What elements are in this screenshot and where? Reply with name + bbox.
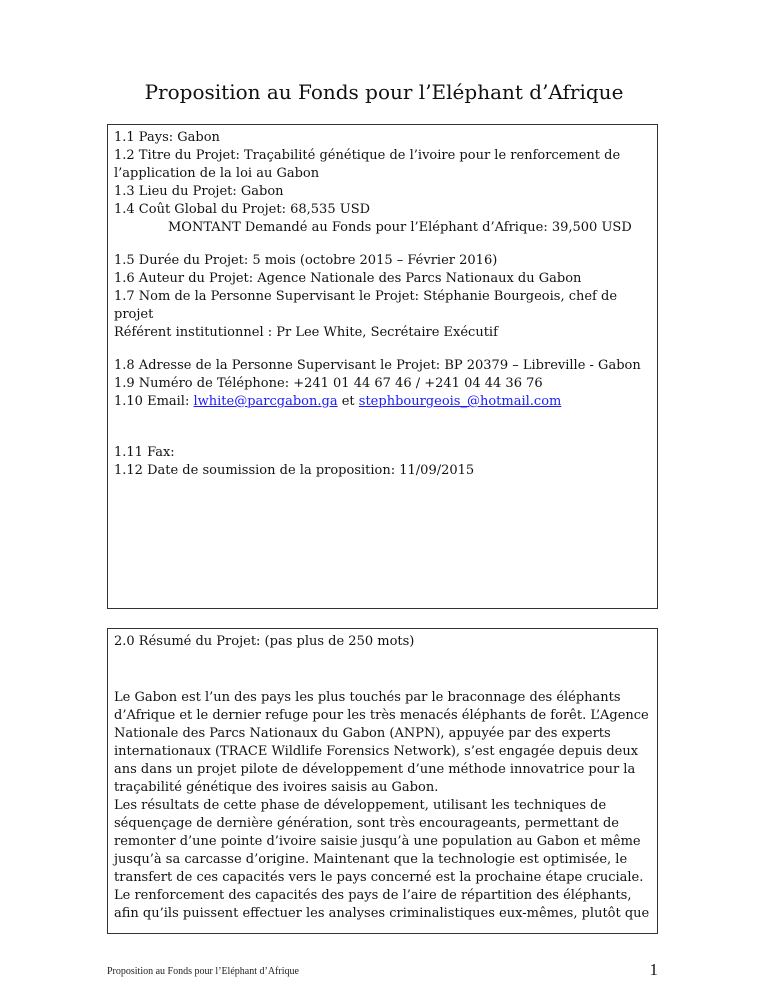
email-label: 1.10 Email: bbox=[114, 394, 194, 409]
field-requested-amount: MONTANT Demandé au Fonds pour l’Eléphant d’Afrique: 39,500 USD bbox=[168, 220, 632, 235]
summary-heading: 2.0 Résumé du Projet: (pas plus de 250 mots) bbox=[114, 634, 415, 649]
field-total-cost: 1.4 Coût Global du Projet: 68,535 USD bbox=[114, 202, 371, 217]
field-address: 1.8 Adresse de la Personne Supervisant le Projet: BP 20379 – Libreville - Gabon bbox=[114, 358, 641, 373]
field-institutional-referent: Référent institutionnel : Pr Lee White, Secrétaire Exécutif bbox=[114, 325, 498, 340]
field-project-title: 1.2 Titre du Projet: Traçabilité génétique de l’ivoire pour le renforcement de l’application de la loi au Gabon bbox=[114, 148, 621, 181]
email-and: et bbox=[337, 394, 359, 409]
field-country: 1.1 Pays: Gabon bbox=[114, 130, 220, 145]
page-title: Proposition au Fonds pour l’Eléphant d’Afrique bbox=[144, 80, 624, 104]
field-fax: 1.11 Fax: bbox=[114, 445, 175, 460]
field-submission-date: 1.12 Date de soumission de la proposition: 11/09/2015 bbox=[114, 463, 475, 478]
project-info-box bbox=[107, 124, 658, 609]
field-duration: 1.5 Durée du Projet: 5 mois (octobre 2015 – Février 2016) bbox=[114, 253, 498, 268]
email-link-lwhite[interactable]: lwhite@parcgabon.ga bbox=[193, 394, 338, 409]
project-summary-box bbox=[107, 628, 658, 934]
page-number: 1 bbox=[649, 960, 658, 979]
field-email bbox=[114, 393, 651, 411]
footer-text: Proposition au Fonds pour l’Eléphant d’Afrique bbox=[107, 966, 299, 977]
field-author: 1.6 Auteur du Projet: Agence Nationale des Parcs Nationaux du Gabon bbox=[114, 271, 582, 286]
email-link-stephbourgeois[interactable]: stephbourgeois_@hotmail.com bbox=[358, 394, 562, 409]
field-cost bbox=[114, 201, 651, 237]
field-phone: 1.9 Numéro de Téléphone: +241 01 44 67 46 / +241 04 44 36 76 bbox=[114, 376, 543, 391]
summary-paragraph-2: Les résultats de cette phase de développement, utilisant les techniques de séquençage de dernière génération, sont très encourageants, permettant de remonter d’une pointe d’ivoire saisie jusqu’à une population au Gabon et même jusqu’à sa carcasse d’origine. Maintenant que la technologie est optimisée, le transfert de ces capacités vers le pays concerné est la prochaine étape cruciale. Le renforcement des capacités des pays de l’aire de répartition des éléphants, afin qu’ils puissent effectuer les analyses criminalistiques eux-mêmes, plutôt que bbox=[114, 798, 650, 921]
field-supervisor bbox=[114, 288, 651, 342]
field-project-location: 1.3 Lieu du Projet: Gabon bbox=[114, 184, 284, 199]
field-supervisor-name: 1.7 Nom de la Personne Supervisant le Projet: Stéphanie Bourgeois, chef de projet bbox=[114, 289, 618, 322]
summary-paragraph-1: Le Gabon est l’un des pays les plus touchés par le braconnage des éléphants d’Afrique et le dernier refuge pour les très menacés éléphants de forêt. L’Agence Nationale des Parcs Nationaux du Gabon (ANPN), appuyée par des experts internationaux (TRACE Wildlife Forensics Network), s’est engagée depuis deux ans dans un projet pilote de développement d’une méthode innovatrice pour la traçabilité génétique des ivoires saisis au Gabon. bbox=[114, 690, 649, 795]
